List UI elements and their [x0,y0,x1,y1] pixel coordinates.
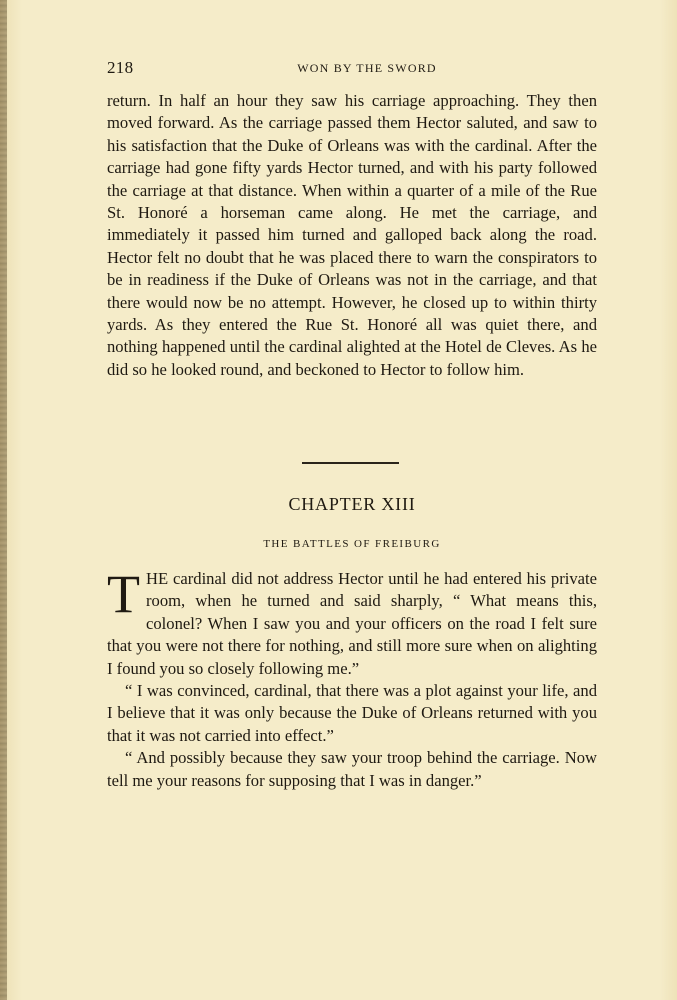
page-number: 218 [107,58,134,77]
chapter-subtitle: THE BATTLES OF FREIBURG [263,538,441,550]
paragraph: “ And possibly because they saw your troop behind the carriage. Now tell me your reasons for supposing that I was in danger.” [107,748,597,790]
paragraph-text: HE cardinal did not address Hector until he had entered his private room, when he turned and said sharply, “ What means this, colonel? When I saw you and your officers on the road I felt sure that you were not there for nothing, and still more sure when on alighting I found you so closely following me.” [107,569,597,678]
section-divider [302,462,399,464]
paragraph [107,564,597,680]
page-binding-edge [0,0,7,1000]
body-text-top [107,90,597,381]
drop-cap: T [107,564,140,624]
running-head: WON BY THE SWORD [297,61,437,75]
chapter-title: CHAPTER XIII [288,494,416,514]
page-header [107,58,597,82]
paragraph: return. In half an hour they saw his carriage approaching. They then moved forward. As the carriage passed them Hector saluted, and saw to his satisfaction that the Duke of Orleans was with the cardinal. After the carriage had gone fifty yards Hector turned, and with his party followed the carriage at that distance. When within a quarter of a mile of the Rue St. Honoré a horseman came along. He met the carriage, and immediately it passed him turned and galloped back along the road. Hector felt no doubt that he was placed there to warn the conspirators to be in readiness if the Duke of Orleans was not in the carriage, and that there would now be no attempt. However, he closed up to within thirty yards. As they entered the Rue St. Honoré all was quiet there, and nothing happened until the cardinal alighted at the Hotel de Cleves. As he did so he looked round, and beckoned to Hector to follow him. [107,91,597,379]
paragraph: “ I was convinced, cardinal, that there was a plot against your life, and I believe that it was only because the Duke of Orleans returned with you that it was not carried into effect.” [107,681,597,745]
chapter-body [107,564,597,792]
